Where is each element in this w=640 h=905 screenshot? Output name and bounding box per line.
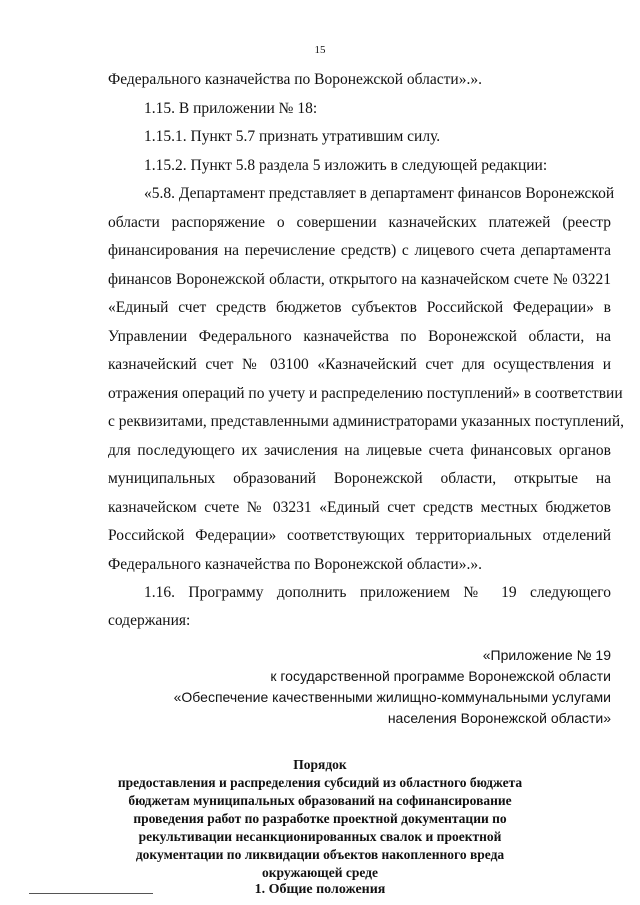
text-line: казначейском счете № 03231 «Единый счет средств местных бюджетов xyxy=(108,499,611,516)
text-line: «Единый счет средств бюджетов субъектов Российской Федерации» в xyxy=(108,299,611,316)
text-line: отражения операций по учету и распределению поступлений» в соответствии xyxy=(108,385,623,402)
text-line: финансирования на перечисление средств) с лицевого счета департамента xyxy=(108,242,611,259)
page-number: 15 xyxy=(314,44,326,56)
text-line: Федерального казначейства по Воронежской области».». xyxy=(108,556,482,573)
heading-line: проведения работ по разработке проектной документации по xyxy=(133,811,507,826)
heading-line: предоставления и распределения субсидий из областного бюджета xyxy=(117,775,523,790)
text-line: муниципальных образований Воронежской области, открытые на xyxy=(108,470,611,487)
appendix-line: «Приложение № 19 xyxy=(482,647,611,663)
text-line: «5.8. Департамент представляет в департамент финансов Воронежской xyxy=(144,185,615,202)
text-line: казначейский счет № 03100 «Казначейский счет для осуществления и xyxy=(108,356,611,373)
text-line: для последующего их зачисления на лицевые счета финансовых органов xyxy=(108,442,611,459)
text-line: Федерального казначейства по Воронежской области».». xyxy=(108,71,482,88)
section-heading: 1. Общие положения xyxy=(254,882,386,897)
heading-line: бюджетам муниципальных образований на софинансирование xyxy=(128,793,512,808)
text-line: Российской Федерации» соответствующих территориальных отделений xyxy=(108,527,611,544)
heading-line: окружающей среде xyxy=(262,865,378,880)
text-line: 1.15.1. Пункт 5.7 признать утратившим силу. xyxy=(144,128,441,145)
text-line: 1.15. В приложении № 18: xyxy=(144,100,318,117)
text-line: 1.15.2. Пункт 5.8 раздела 5 изложить в следующей редакции: xyxy=(144,157,548,174)
footnote-divider xyxy=(29,893,153,894)
appendix-line: «Обеспечение качественными жилищно-коммунальными услугами xyxy=(173,689,611,705)
appendix-line: к государственной программе Воронежской области xyxy=(270,668,611,684)
text-line: 1.16. Программу дополнить приложением № 19 следующего xyxy=(144,584,611,601)
heading-line: документации по ликвидации объектов накопленного вреда xyxy=(135,847,505,862)
text-line: области распоряжение о совершении казначейских платежей (реестр xyxy=(108,214,611,231)
text-line: Управлении Федерального казначейства по Воронежской области, на xyxy=(108,328,611,345)
heading-line: рекультивации несанкционированных свалок и проектной xyxy=(138,829,502,844)
text-line: финансов Воронежской области, открытого на казначейском счете № 03221 xyxy=(108,271,611,288)
appendix-line: населения Воронежской области» xyxy=(387,710,611,726)
heading-title: Порядок xyxy=(293,757,347,772)
text-line: содержания: xyxy=(108,612,191,629)
text-line: с реквизитами, представленными администраторами указанных поступлений, xyxy=(108,413,624,430)
